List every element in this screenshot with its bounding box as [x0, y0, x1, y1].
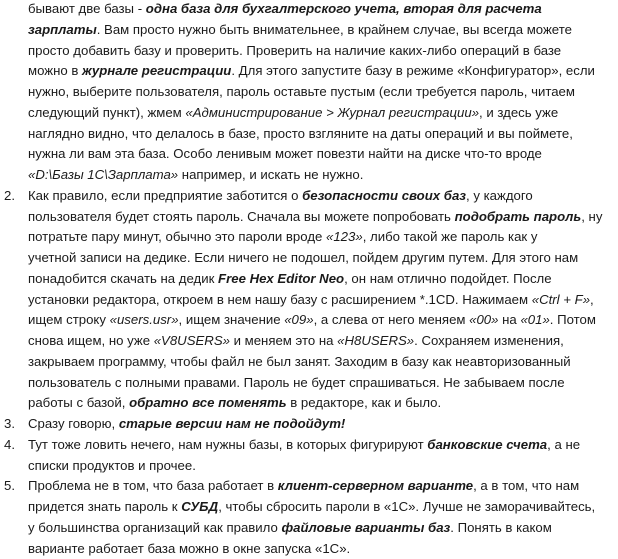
text-segment: списки продуктов и прочее.: [28, 457, 196, 473]
text-segment: закрываем программу, чтобы файл не был занят. Заходим в базу как неавторизованный: [28, 353, 571, 369]
text-segment: работы с базой,: [28, 395, 130, 411]
emphasis-text: старые версии нам не подойдут!: [118, 416, 346, 431]
italic-segment: «Ctrl + F»: [531, 291, 591, 307]
bold-italic-segment: [218, 271, 344, 286]
line-text: [28, 165, 606, 185]
line-text: [28, 435, 606, 455]
text-line: [0, 476, 618, 496]
text-line: [0, 82, 618, 102]
text-line: [0, 124, 618, 144]
text-line: [0, 331, 618, 351]
text-segment: в редакторе, как и было.: [286, 395, 442, 411]
line-text: [28, 290, 606, 310]
text-line: [0, 310, 618, 330]
line-text: [28, 41, 606, 61]
text-line: [0, 0, 618, 19]
text-segment: . Потом: [549, 312, 596, 328]
text-segment: Проблема не в том, что база работает в: [28, 478, 278, 494]
bold-italic-segment: [427, 437, 547, 452]
text-line: [0, 165, 618, 185]
line-text: [28, 414, 606, 434]
line-text: [28, 373, 606, 393]
text-segment: , а слева от него меняем: [313, 312, 470, 328]
line-text: [28, 0, 606, 19]
text-segment: и меняем это на: [229, 333, 338, 348]
text-segment: . Сохраняем изменения,: [414, 333, 564, 348]
text-segment: Как правило, если предприятие заботится о: [28, 187, 303, 203]
text-segment: варианте работает база можно в окне запуска «1С».: [28, 540, 351, 556]
text-segment: , он нам отлично подойдет. После: [344, 270, 552, 286]
line-text: [28, 61, 606, 81]
text-segment: , ну: [581, 208, 603, 224]
line-text: [28, 352, 606, 372]
bold-italic-segment: [282, 520, 451, 535]
bold-italic-segment: [146, 1, 542, 16]
italic-segment: «123»: [326, 229, 363, 245]
line-text: [28, 456, 606, 476]
text-segment: например, и искать не нужно.: [178, 167, 364, 182]
text-segment: . Вам просто нужно быть внимательнее, в крайнем случае, вы всегда можете: [96, 21, 572, 37]
emphasis-text: Free Hex Editor Neo: [218, 270, 345, 286]
bold-italic-segment: [302, 188, 466, 203]
text-line: [0, 290, 618, 310]
text-line: [0, 269, 618, 289]
emphasis-text: зарплаты: [28, 21, 97, 37]
list-number: 5.: [4, 478, 15, 494]
text-segment: наглядно видно, что делалось в базе, просто взгляните на даты операций и вы поймете,: [28, 125, 573, 141]
text-segment: можно в: [28, 63, 83, 79]
text-segment: на: [498, 312, 521, 328]
emphasis-text: обратно все поменять: [129, 395, 287, 411]
italic-segment: «09»: [284, 312, 314, 328]
text-line: [0, 456, 618, 476]
text-segment: , либо такой же пароль как у: [362, 229, 538, 245]
text-line: [0, 248, 618, 268]
text-line: [0, 41, 618, 61]
text-segment: установки редактора, откроем в нем нашу базу с расширением *.1CD. Нажимаем: [28, 291, 532, 307]
text-segment: , а не: [547, 436, 581, 452]
emphasis-text: клиент-серверном варианте: [277, 478, 474, 494]
text-segment: ,: [590, 291, 594, 307]
text-segment: ищем строку: [28, 312, 110, 328]
text-line: [0, 103, 618, 123]
emphasis-text: банковские счета: [427, 436, 548, 452]
text-segment: , а в том, что нам: [473, 478, 580, 494]
line-text: [28, 103, 606, 123]
text-segment: . Понять в каком: [450, 519, 552, 535]
line-text: [28, 393, 606, 413]
line-text: [28, 310, 606, 330]
italic-segment: «Администрирование > Журнал регистрации»: [185, 104, 480, 120]
text-segment: потратьте пару минут, обычно это пароли вроде: [28, 229, 327, 245]
text-segment: . Для этого запустите базу в режиме «Конфигуратор», если: [231, 63, 595, 79]
text-line: [0, 539, 618, 559]
text-segment: снова ищем, но уже: [28, 333, 154, 348]
emphasis-text: безопасности своих баз: [302, 187, 467, 203]
text-segment: пользователя будет стоять пароль. Сначала вы можете попробовать: [28, 208, 455, 224]
text-segment: у большинства организаций как правило: [28, 519, 282, 535]
italic-segment: «D:\Базы 1С\Зарплата»: [28, 167, 179, 182]
line-text: [28, 186, 606, 206]
emphasis-text: подобрать пароль: [454, 208, 582, 224]
text-segment: придется знать пароль к: [28, 499, 182, 514]
list-number: 4.: [4, 436, 15, 452]
italic-segment: «01»: [520, 312, 550, 328]
list-number: 3.: [4, 416, 15, 431]
text-line: [0, 373, 618, 393]
text-segment: , чтобы сбросить пароли в «1С». Лучше не заморачивайтесь,: [218, 499, 596, 514]
italic-segment: «users.usr»: [109, 312, 179, 328]
bold-italic-segment: [181, 499, 218, 514]
line-text: [28, 227, 606, 247]
emphasis-text: СУБД: [181, 499, 219, 514]
text-line: [0, 207, 618, 227]
bold-italic-segment: [28, 22, 97, 37]
italic-segment: «00»: [469, 312, 499, 328]
line-text: [28, 331, 606, 351]
bold-italic-segment: [119, 416, 346, 431]
emphasis-text: одна база для бухгалтерского учета, вторая для расчета: [145, 1, 542, 16]
line-text: [28, 144, 606, 164]
text-segment: следующий пункт), жмем: [28, 104, 186, 120]
emphasis-text: файловые варианты баз: [281, 519, 451, 535]
text-line: [0, 352, 618, 372]
text-line: [0, 518, 618, 538]
italic-segment: «H8USERS»: [337, 333, 415, 348]
list-number: 2.: [4, 187, 15, 203]
bold-italic-segment: [455, 209, 582, 224]
text-line: [0, 144, 618, 164]
line-text: [28, 82, 606, 102]
bold-italic-segment: [82, 63, 231, 78]
text-line: [0, 186, 618, 206]
italic-segment: «V8USERS»: [153, 333, 230, 348]
text-segment: бывают две базы -: [28, 1, 146, 16]
text-segment: нужна ли вам эта база. Особо ленивым может повезти найти на диске что-то вроде: [28, 146, 542, 162]
text-line: [0, 497, 618, 517]
text-segment: Сразу говорю,: [28, 416, 119, 431]
bold-italic-segment: [278, 478, 473, 493]
line-text: [28, 207, 606, 227]
text-segment: учетной записи на дедике. Если ничего не подошел, пойдем другим путем. Для этого нам: [28, 250, 579, 265]
text-line: [0, 61, 618, 81]
line-text: [28, 476, 606, 496]
text-segment: просто добавить базу и проверить. Проверить на наличие каких-либо операций в базе: [28, 42, 562, 58]
text-line: [0, 414, 618, 434]
text-segment: нужно, выберите пользователя, пароль оставьте пустым (если требуется пароль, читаем: [28, 84, 575, 99]
line-text: [28, 497, 606, 517]
text-line: [0, 393, 618, 413]
text-segment: , у каждого: [466, 187, 533, 203]
line-text: [28, 539, 606, 559]
text-line: [0, 435, 618, 455]
line-text: [28, 248, 606, 268]
text-segment: Тут тоже ловить нечего, нам нужны базы, в которых фигурируют: [28, 436, 428, 452]
text-line: [0, 227, 618, 247]
line-text: [28, 518, 606, 538]
emphasis-text: журнале регистрации: [82, 63, 232, 79]
text-line: [0, 20, 618, 40]
text-segment: , и здесь уже: [479, 104, 559, 120]
text-segment: , ищем значение: [178, 312, 285, 328]
text-segment: пользователь с полными правами. Пароль не будет спрашиваться. Не забываем после: [28, 374, 565, 390]
line-text: [28, 124, 606, 144]
text-segment: понадобится скачать на дедик: [28, 270, 219, 286]
line-text: [28, 269, 606, 289]
bold-italic-segment: [129, 395, 286, 410]
line-text: [28, 20, 606, 40]
